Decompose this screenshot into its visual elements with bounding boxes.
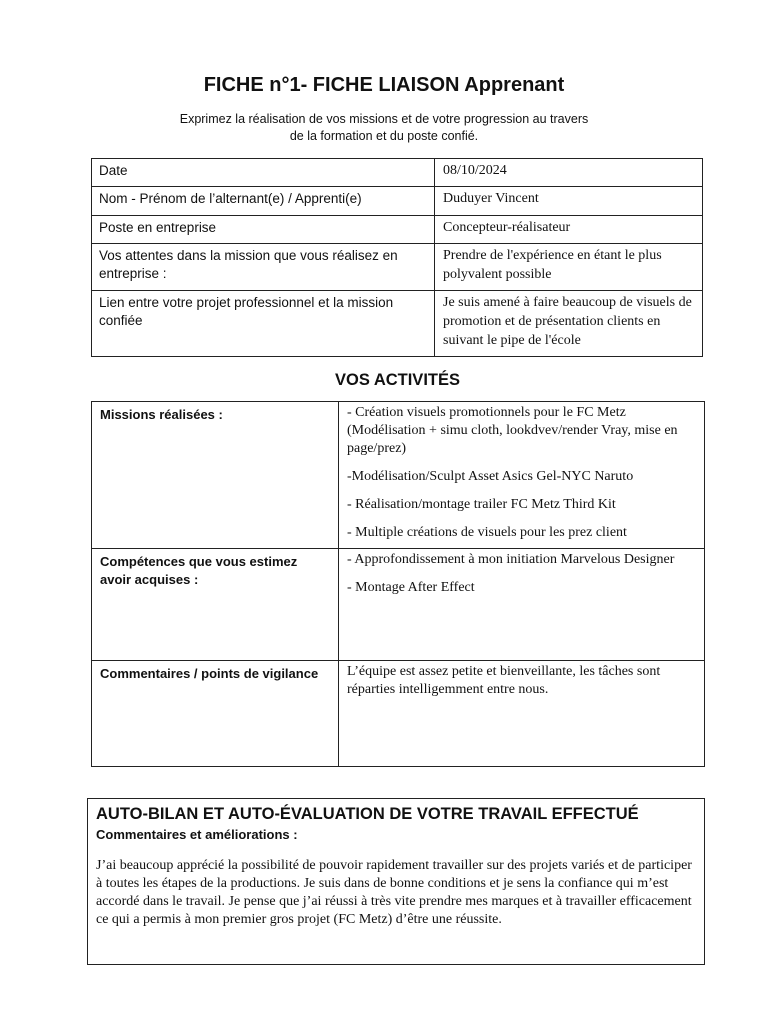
competences-value <box>339 549 705 661</box>
expectations-value: Prendre de l'expérience en étant le plus polyvalent possible <box>435 244 703 291</box>
missions-value <box>339 402 705 549</box>
table-row <box>92 159 703 187</box>
subtitle-line-1: Exprimez la réalisation de vos missions et de votre progression au travers <box>179 112 589 126</box>
mission-item: - Multiple créations de visuels pour les prez client <box>347 525 627 540</box>
name-label: Nom - Prénom de l’alternant(e) / Apprenti(e) <box>92 187 435 216</box>
activities-table <box>91 401 705 767</box>
auto-bilan-box <box>87 798 705 965</box>
table-row <box>92 216 703 244</box>
mission-item: - Création visuels promotionnels pour le FC Metz (Modélisation + simu cloth, lookdvev/render Vray, mise en page/prez) <box>347 405 678 456</box>
subtitle-line-2: de la formation et du poste confié. <box>289 129 479 143</box>
mission-item: -Modélisation/Sculpt Asset Asics Gel-NYC Naruto <box>347 469 634 484</box>
comments-value: L’équipe est assez petite et bienveillante, les tâches sont réparties intelligemment entre nous. <box>339 661 705 767</box>
expectations-label: Vos attentes dans la mission que vous réalisez en entreprise : <box>92 244 435 291</box>
page-title: FICHE n°1- FICHE LIAISON Apprenant <box>203 74 565 96</box>
date-value: 08/10/2024 <box>435 159 703 187</box>
table-row <box>92 291 703 357</box>
table-row <box>92 402 705 549</box>
missions-label: Missions réalisées : <box>92 402 339 549</box>
page-subtitle <box>150 111 618 145</box>
auto-bilan-text: J’ai beaucoup apprécié la possibilité de pouvoir rapidement travailler sur des projets variés et de participer à toutes les étapes de la productions. Je suis dans de bonne conditions et je sens la confiance qui m’est accordé dans le travail. Je pense que j’ai réussi à très vite prendre mes marques et à travailler efficacement ce qui a permis à mon premier gros projet (FC Metz) d’être une réussite. <box>96 858 692 927</box>
table-row <box>92 661 705 767</box>
competence-item: - Approfondissement à mon initiation Marvelous Designer <box>347 552 675 567</box>
link-value: Je suis amené à faire beaucoup de visuels de promotion et de présentation clients en suivant le pipe de l'école <box>435 291 703 357</box>
table-row <box>92 187 703 216</box>
mission-item: - Réalisation/montage trailer FC Metz Third Kit <box>347 497 616 512</box>
position-label: Poste en entreprise <box>92 216 435 244</box>
competence-item: - Montage After Effect <box>347 580 475 595</box>
name-value: Duduyer Vincent <box>435 187 703 216</box>
comments-label: Commentaires / points de vigilance <box>92 661 339 767</box>
activities-heading: VOS ACTIVITÉS <box>335 371 460 389</box>
auto-bilan-subtitle: Commentaires et améliorations : <box>96 827 298 842</box>
competences-label: Compétences que vous estimez avoir acquises : <box>92 549 339 661</box>
table-row <box>92 549 705 661</box>
auto-bilan-title: AUTO-BILAN ET AUTO-ÉVALUATION DE VOTRE TRAVAIL EFFECTUÉ <box>96 805 639 823</box>
date-label: Date <box>92 159 435 187</box>
table-row <box>92 244 703 291</box>
link-label: Lien entre votre projet professionnel et la mission confiée <box>92 291 435 357</box>
position-value: Concepteur-réalisateur <box>435 216 703 244</box>
info-table <box>91 158 703 357</box>
